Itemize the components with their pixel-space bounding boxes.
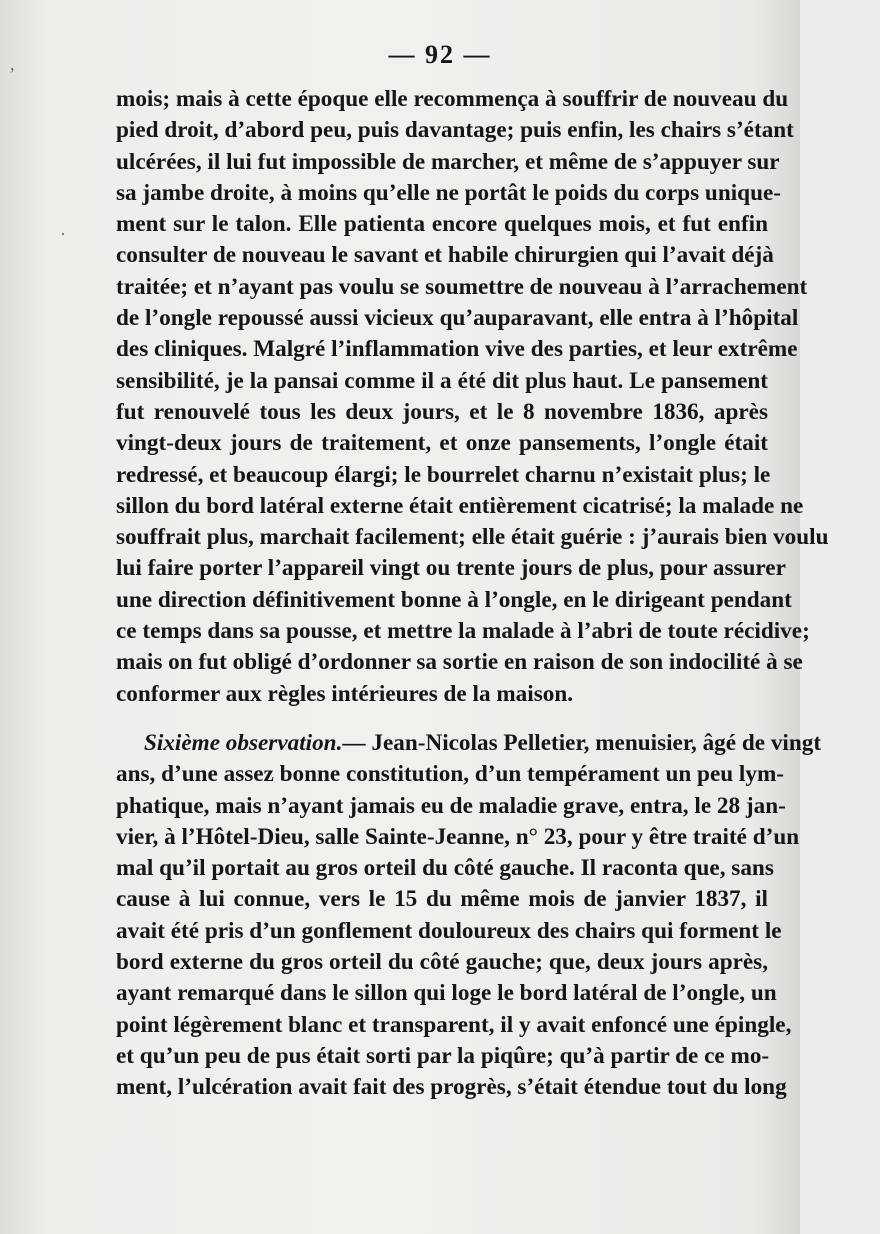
- text-line: redressé, et beaucoup élargi; le bourrelet charnu n’existait plus; le: [116, 461, 771, 488]
- text-line: lui faire porter l’appareil vingt ou trente jours de plus, pour assurer: [116, 555, 786, 582]
- text-line: sensibilité, je la pansai comme il a été dit plus haut. Le pansement: [116, 367, 768, 394]
- text-line: consulter de nouveau le savant et habile chirurgien qui l’avait déjà: [116, 242, 774, 269]
- observation-heading: Sixième observation.: [144, 730, 343, 756]
- text-line: mois; mais à cette époque elle recommença à souffrir de nouveau du: [116, 86, 789, 112]
- text-line: pied droit, d’abord peu, puis davantage; puis enfin, les chairs s’étant: [116, 117, 794, 144]
- text-line: mais on fut obligé d’ordonner sa sortie en raison de son indocilité à se: [116, 649, 803, 676]
- text-line: ayant remarqué dans le sillon qui loge le bord latéral de l’ongle, un: [116, 980, 777, 1007]
- text-line: cause à lui connue, vers le 15 du même mois de janvier 1837, il: [116, 886, 768, 913]
- text-line: ment sur le talon. Elle patienta encore quelques mois, et fut enfin: [116, 211, 768, 238]
- text-line: mal qu’il portait au gros orteil du côté gauche. Il raconta que, sans: [116, 855, 774, 882]
- text-line: phatique, mais n’ayant jamais eu de maladie grave, entra, le 28 jan-: [116, 792, 786, 819]
- text-line: des cliniques. Malgré l’inflammation vive des parties, et leur extrême: [116, 336, 798, 363]
- observation-first-line: [116, 728, 822, 759]
- text-line: et qu’un peu de pus était sorti par la piqûre; qu’à partir de ce mo-: [116, 1042, 770, 1069]
- text-line: bord externe du gros orteil du côté gauche; que, deux jours après,: [116, 949, 768, 976]
- text-line: avait été pris d’un gonflement douloureux des chairs qui forment le: [116, 917, 782, 944]
- paragraph-continued: [116, 84, 829, 710]
- page-number: — 92 —: [388, 40, 492, 69]
- text-line: conformer aux règles intérieures de la maison.: [116, 680, 574, 707]
- text-line: souffrait plus, marchait facilement; elle était guérie : j’aurais bien voulu: [116, 524, 829, 551]
- text-line: point légèrement blanc et transparent, il y avait enfoncé une épingle,: [116, 1011, 792, 1038]
- text-line: vier, à l’Hôtel-Dieu, salle Sainte-Jeanne, n° 23, pour y être traité d’un: [116, 823, 800, 850]
- text-line: traitée; et n’ayant pas voulu se soumettre de nouveau à l’arrachement: [116, 273, 808, 300]
- text-line: ment, l’ulcération avait fait des progrès, s’était étendue tout du long: [116, 1074, 787, 1101]
- text-line: une direction définitivement bonne à l’ongle, en le dirigeant pendant: [116, 586, 792, 613]
- margin-speck: ·: [60, 224, 66, 244]
- text-line: ce temps dans sa pousse, et mettre la malade à l’abri de toute récidive;: [116, 618, 810, 645]
- text-line: vingt-deux jours de traitement, et onze pansements, l’ongle était: [116, 430, 768, 457]
- text-line: ulcérées, il lui fut impossible de marcher, et même de s’appuyer sur: [116, 148, 780, 175]
- text-line: sillon du bord latéral externe était entièrement cicatrisé; la malade ne: [116, 492, 804, 519]
- observation-first-line-text: — Jean-Nicolas Pelletier, menuisier, âgé de vingt: [342, 730, 822, 756]
- observation-paragraph: [116, 728, 822, 1104]
- text-line: sa jambe droite, à moins qu’elle ne portât le poids du corps unique-: [116, 179, 781, 206]
- text-line: de l’ongle repoussé aussi vicieux qu’auparavant, elle entra à l’hôpital: [116, 305, 799, 332]
- margin-speck: ,: [10, 54, 15, 74]
- text-line: ans, d’une assez bonne constitution, d’un tempérament un peu lym-: [116, 761, 784, 788]
- text-line: fut renouvelé tous les deux jours, et le 8 novembre 1836, après: [116, 398, 768, 425]
